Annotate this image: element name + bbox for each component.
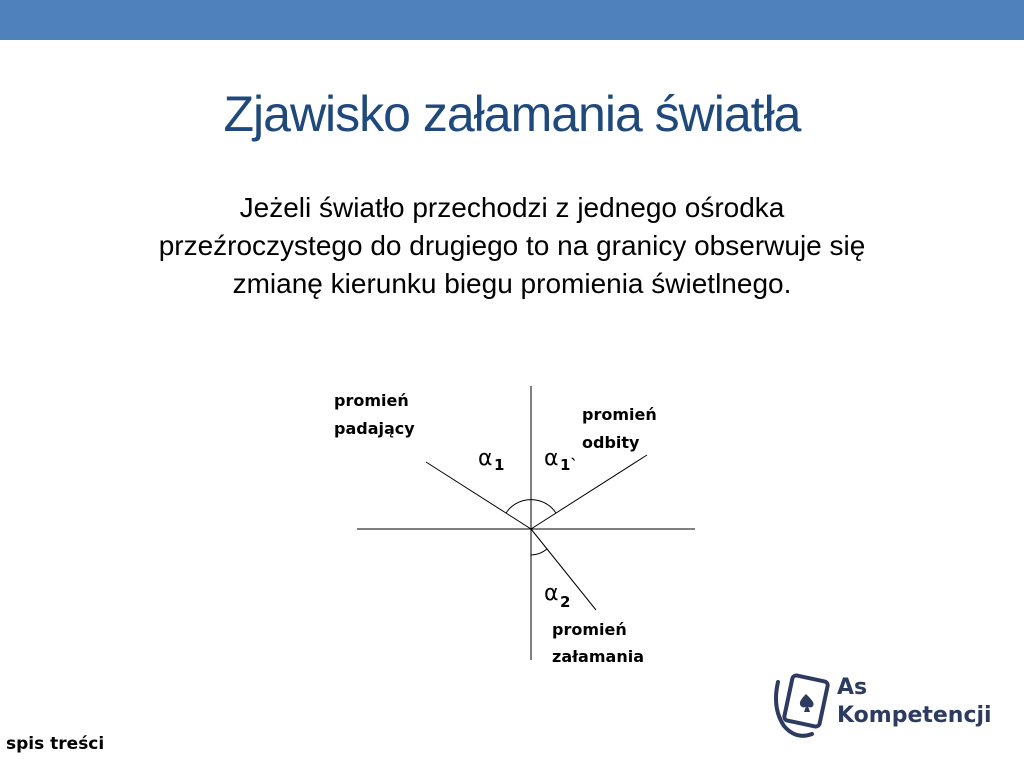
refraction-diagram [320,370,720,670]
incidence-angle-symbol: α [478,446,493,471]
slide-title: Zjawisko załamania światła [223,86,801,142]
body-line-2: przeźroczystego do drugiego to na granicy obserwuje się [158,230,866,261]
incident-ray [426,462,531,529]
refraction-angle-subscript: 2 [560,593,571,611]
top-accent-bar [0,0,1024,40]
refraction-angle-symbol: α [544,581,559,606]
refracted-ray-label-line-1: promień [552,620,627,639]
incidence-angle-subscript: 1 [494,456,505,474]
logo-line-2: Kompetencji [837,703,992,728]
body-line-1: Jeżeli światło przechodzi z jednego ośrodka [239,192,785,223]
incident-ray-label-line-2: padający [334,419,415,438]
table-of-contents-link[interactable]: spis treści [6,734,105,754]
as-kompetencji-logo [770,672,1010,742]
logo-text [837,674,992,730]
refracted-ray-label-line-2: załamania [552,647,644,666]
reflection-angle-symbol: α [544,446,559,471]
body-line-3: zmianę kierunku biegu promienia świetlnego. [232,268,792,299]
reflected-ray-label-line-1: promień [582,405,657,424]
incident-ray-label-line-1: promień [334,391,409,410]
slide-body-text [80,189,944,303]
reflected-ray-label-line-2: odbity [582,433,640,452]
refraction-angle-arc [531,549,547,555]
reflection-angle-subscript: 1` [560,456,578,474]
shield-card-icon [770,672,832,742]
logo-line-1: As [837,675,868,700]
